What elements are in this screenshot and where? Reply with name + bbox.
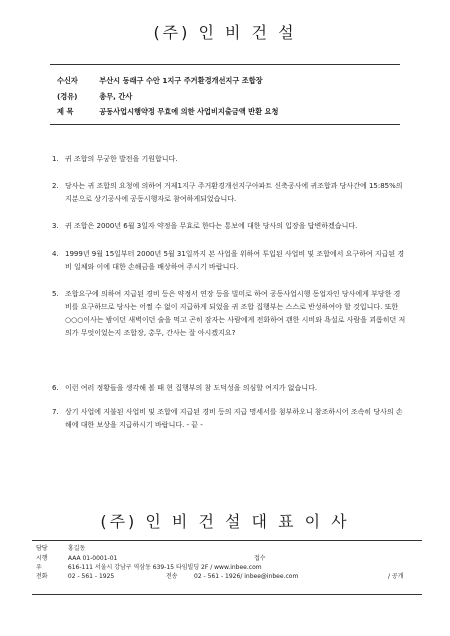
list-item (52, 220, 407, 233)
enforce-label: 시행 (36, 555, 48, 562)
address-row (36, 564, 262, 572)
item-number: 3. (52, 222, 59, 230)
via-row (57, 92, 132, 102)
address-value: 616-111 서울시 강남구 역삼동 639-15 타임빌딩 2F / www.inbee.com (67, 564, 262, 571)
item-text: 1999년 9월 15일부터 2000년 5월 31일까지 본 사업을 위하여 투입된 사업비 및 조합에서 요구하여 지급된 경비 일체와 이에 대한 손해금을 배상하여 주시기 바랍니다. (65, 250, 405, 271)
list-item (52, 406, 407, 432)
recipient-label: 수신자 (57, 76, 78, 85)
fax-label: 전송 (166, 573, 178, 580)
subject-value: 공동사업시행약정 무효에 의한 사업비지출금액 반환 요청 (99, 107, 279, 116)
item-number: 1. (52, 155, 59, 163)
subject-row (57, 107, 278, 117)
list-item (52, 248, 407, 274)
phone-row (36, 573, 416, 581)
list-item (52, 153, 407, 166)
item-text: 귀 조합은 2000년 6월 3일자 약정을 무효로 한다는 통보에 대한 당사의 입장을 답변하겠습니다. (65, 222, 358, 230)
item-text: 귀 조합의 무궁한 발전을 기원합니다. (65, 155, 178, 163)
item-number: 4. (52, 250, 59, 258)
person-row (36, 545, 85, 553)
list-item (52, 180, 407, 206)
enforce-row (36, 555, 416, 563)
company-title: (주) 인 비 건 설 (153, 23, 297, 42)
person-value: 홍길동 (67, 545, 86, 552)
item-number: 6. (52, 384, 59, 392)
address-label: 우 (36, 564, 42, 571)
header-top-rule (50, 64, 400, 65)
item-text: 상기 사업에 지불된 사업비 및 조합에 지급된 경비 등의 지급 명세서를 첨부하오니 참조하시어 조속히 당사의 손해에 대한 보상을 지급하시기 바랍니다. - 끝 - (65, 408, 403, 429)
via-value: 총무, 간사 (99, 92, 133, 101)
phone-value: 02 - 561 - 1925 (67, 573, 115, 580)
header-bottom-rule (50, 124, 400, 125)
item-number: 2. (52, 182, 59, 190)
item-text: 이런 여러 정황들을 생각해 볼 때 현 집행부의 참 도덕성을 의심할 여지가 없습니다. (65, 384, 318, 392)
item-number: 5. (52, 290, 59, 298)
list-item (52, 382, 407, 395)
item-text: 조합요구에 의하여 지급된 경비 등은 약정서 연장 등을 빌미로 하여 공동사업시행 동업자인 당사에게 부당한 경비를 요구하므로 당사는 어쩔 수 없이 지급하게 되었을 귀 조합 집행부는 스스로 반성하여야 할 것입니다. 또한 ○○○이사는 밤이던 새벽이던 술을 먹고 곤히 잠자는 사람에게 전화하여 괜한 시비와 욕설로 사람을 괴롭히던 저의가 무엇이었는지 조합장, 총무, 간사는 잘 아시겠지요? (65, 290, 406, 337)
fax-value: 02 - 561 - 1926/ inbee@inbee.com (194, 573, 299, 580)
via-label: (경유) (57, 92, 78, 101)
recipient-value: 부산시 동래구 수안 1지구 주거환경개선지구 조합장 (99, 76, 263, 85)
phone-label: 전화 (36, 573, 48, 580)
person-label: 담당 (36, 545, 48, 552)
footer-company-title: (주) 인 비 건 설 대 표 이 사 (100, 512, 350, 531)
footer-top-rule (32, 540, 422, 541)
recipient-row (57, 76, 263, 86)
item-text: 당사는 귀 조합의 요청에 의하여 거제1지구 주거환경개선지구아파트 신축공사에 귀조합과 당사간에 15:85%의 지분으로 상기공사에 공동시행자로 참여하게되었습니다. (65, 182, 403, 203)
footer-bottom-rule (32, 594, 422, 595)
receive-label: 접수 (254, 555, 266, 562)
public-label: / 공개 (388, 573, 404, 580)
enforce-value: AAA 01-0001-01 (67, 555, 118, 562)
subject-label: 제 목 (57, 107, 74, 116)
item-number: 7. (52, 408, 59, 416)
list-item (52, 288, 407, 340)
